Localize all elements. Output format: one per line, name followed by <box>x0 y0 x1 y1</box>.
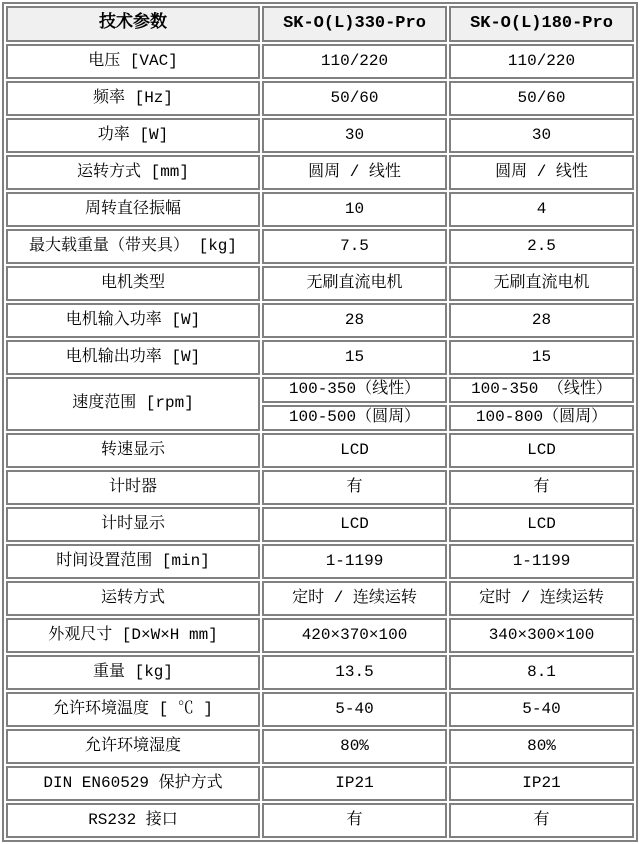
param-label: 运转方式 <box>6 581 260 616</box>
value-330: 1-1199 <box>262 544 447 579</box>
param-label: 允许环境温度 [ ℃ ] <box>6 692 260 727</box>
value-330: 80% <box>262 729 447 764</box>
value-330: 420×370×100 <box>262 618 447 653</box>
value-330: 定时 / 连续运转 <box>262 581 447 616</box>
param-label: 频率 [Hz] <box>6 81 260 116</box>
table-row <box>6 507 634 542</box>
value-180: 有 <box>449 803 634 838</box>
value-330: 100-500（圆周） <box>262 405 447 431</box>
value-330: 100-350（线性） <box>262 377 447 403</box>
param-label: 重量 [kg] <box>6 655 260 690</box>
param-label: 周转直径振幅 <box>6 192 260 227</box>
table-row <box>6 340 634 375</box>
param-label: DIN EN60529 保护方式 <box>6 766 260 801</box>
value-180: 340×300×100 <box>449 618 634 653</box>
value-330: 50/60 <box>262 81 447 116</box>
param-label: 电压 [VAC] <box>6 44 260 79</box>
value-180: 有 <box>449 470 634 505</box>
value-330: 15 <box>262 340 447 375</box>
value-330: 13.5 <box>262 655 447 690</box>
param-label: 计时显示 <box>6 507 260 542</box>
value-180: 110/220 <box>449 44 634 79</box>
table-row <box>6 618 634 653</box>
value-180: 4 <box>449 192 634 227</box>
spec-table <box>2 2 638 842</box>
value-330: LCD <box>262 507 447 542</box>
value-330: 7.5 <box>262 229 447 264</box>
value-330: 5-40 <box>262 692 447 727</box>
param-label: 电机输出功率 [W] <box>6 340 260 375</box>
param-label: RS232 接口 <box>6 803 260 838</box>
header-row <box>6 6 634 42</box>
value-330: 110/220 <box>262 44 447 79</box>
value-180: 50/60 <box>449 81 634 116</box>
param-label: 允许环境湿度 <box>6 729 260 764</box>
param-label: 转速显示 <box>6 433 260 468</box>
value-180: 100-800（圆周） <box>449 405 634 431</box>
table-row <box>6 544 634 579</box>
value-180: IP21 <box>449 766 634 801</box>
value-180: LCD <box>449 433 634 468</box>
value-330: IP21 <box>262 766 447 801</box>
value-180: 28 <box>449 303 634 338</box>
value-180: 5-40 <box>449 692 634 727</box>
model-header-330: SK-O(L)330-Pro <box>262 6 447 42</box>
table-row-speed-1 <box>6 377 634 403</box>
value-330: 有 <box>262 803 447 838</box>
value-180: 2.5 <box>449 229 634 264</box>
param-label: 速度范围 [rpm] <box>6 377 260 431</box>
table-row <box>6 803 634 838</box>
table-row <box>6 303 634 338</box>
value-330: 28 <box>262 303 447 338</box>
value-180: 圆周 / 线性 <box>449 155 634 190</box>
param-label: 电机输入功率 [W] <box>6 303 260 338</box>
param-label: 计时器 <box>6 470 260 505</box>
param-label: 电机类型 <box>6 266 260 301</box>
table-row <box>6 470 634 505</box>
value-330: 有 <box>262 470 447 505</box>
value-180: 100-350 （线性） <box>449 377 634 403</box>
table-row <box>6 155 634 190</box>
value-180: 无刷直流电机 <box>449 266 634 301</box>
table-row <box>6 692 634 727</box>
value-330: 10 <box>262 192 447 227</box>
param-label: 最大载重量（带夹具） [kg] <box>6 229 260 264</box>
param-column-header: 技术参数 <box>6 6 260 42</box>
table-row <box>6 81 634 116</box>
value-180: LCD <box>449 507 634 542</box>
value-180: 80% <box>449 729 634 764</box>
param-label: 外观尺寸 [D×W×H mm] <box>6 618 260 653</box>
table-row <box>6 192 634 227</box>
model-header-180: SK-O(L)180-Pro <box>449 6 634 42</box>
param-label: 运转方式 [mm] <box>6 155 260 190</box>
table-row <box>6 581 634 616</box>
table-row <box>6 266 634 301</box>
table-row <box>6 655 634 690</box>
table-row <box>6 118 634 153</box>
param-label: 功率 [W] <box>6 118 260 153</box>
param-label: 时间设置范围 [min] <box>6 544 260 579</box>
table-row <box>6 229 634 264</box>
value-180: 8.1 <box>449 655 634 690</box>
table-row <box>6 766 634 801</box>
value-180: 30 <box>449 118 634 153</box>
value-330: LCD <box>262 433 447 468</box>
table-row <box>6 44 634 79</box>
value-330: 圆周 / 线性 <box>262 155 447 190</box>
value-330: 30 <box>262 118 447 153</box>
value-180: 15 <box>449 340 634 375</box>
value-180: 定时 / 连续运转 <box>449 581 634 616</box>
table-row <box>6 729 634 764</box>
value-330: 无刷直流电机 <box>262 266 447 301</box>
table-row <box>6 433 634 468</box>
value-180: 1-1199 <box>449 544 634 579</box>
